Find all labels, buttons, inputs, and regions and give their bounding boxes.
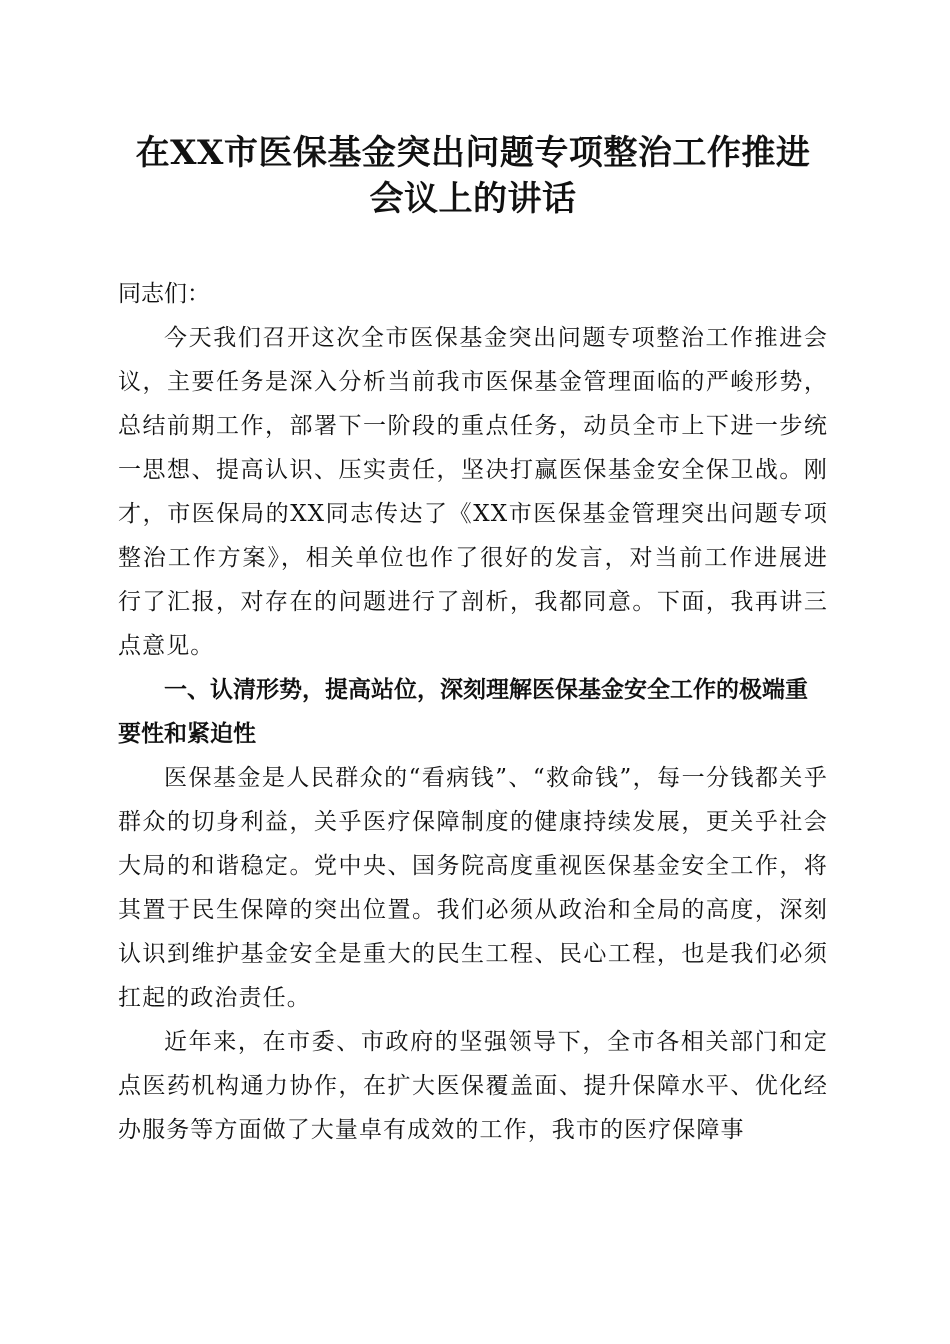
- paragraph-fund-importance: 医保基金是人民群众的“看病钱”、“救命钱”，每一分钱都关乎群众的切身利益，关乎医疗保障制度的健康持续发展，更关乎社会大局的和谐稳定。党中央、国务院高度重视医保基金安全工作，将其置于民生保障的突出位置。我们必须从政治和全局的高度，深刻认识到维护基金安全是重大的民生工程、民心工程，也是我们必须扛起的政治责任。: [118, 765, 828, 1011]
- title-line-1: 在XX市医保基金突出问题专项整治工作推进: [135, 133, 811, 173]
- document-title: [118, 130, 828, 222]
- title-line-2: 会议上的讲话: [369, 179, 577, 219]
- section-heading-1: 一、认清形势，提高站位，深刻理解医保基金安全工作的极端重要性和紧迫性: [118, 677, 808, 747]
- salutation: 同志们：: [118, 281, 210, 307]
- document-page: [118, 130, 828, 1152]
- paragraph-intro: 今天我们召开这次全市医保基金突出问题专项整治工作推进会议，主要任务是深入分析当前我市医保基金管理面临的严峻形势，总结前期工作，部署下一阶段的重点任务，动员全市上下进一步统一思想、提高认识、压实责任，坚决打赢医保基金安全保卫战。刚才，市医保局的XX同志传达了《XX市医保基金管理突出问题专项整治工作方案》，相关单位也作了很好的发言，对当前工作进展进行了汇报，对存在的问题进行了剖析，我都同意。下面，我再讲三点意见。: [118, 325, 828, 659]
- paragraph-recent-years: 近年来，在市委、市政府的坚强领导下，全市各相关部门和定点医药机构通力协作，在扩大医保覆盖面、提升保障水平、优化经办服务等方面做了大量卓有成效的工作，我市的医疗保障事: [118, 1029, 828, 1143]
